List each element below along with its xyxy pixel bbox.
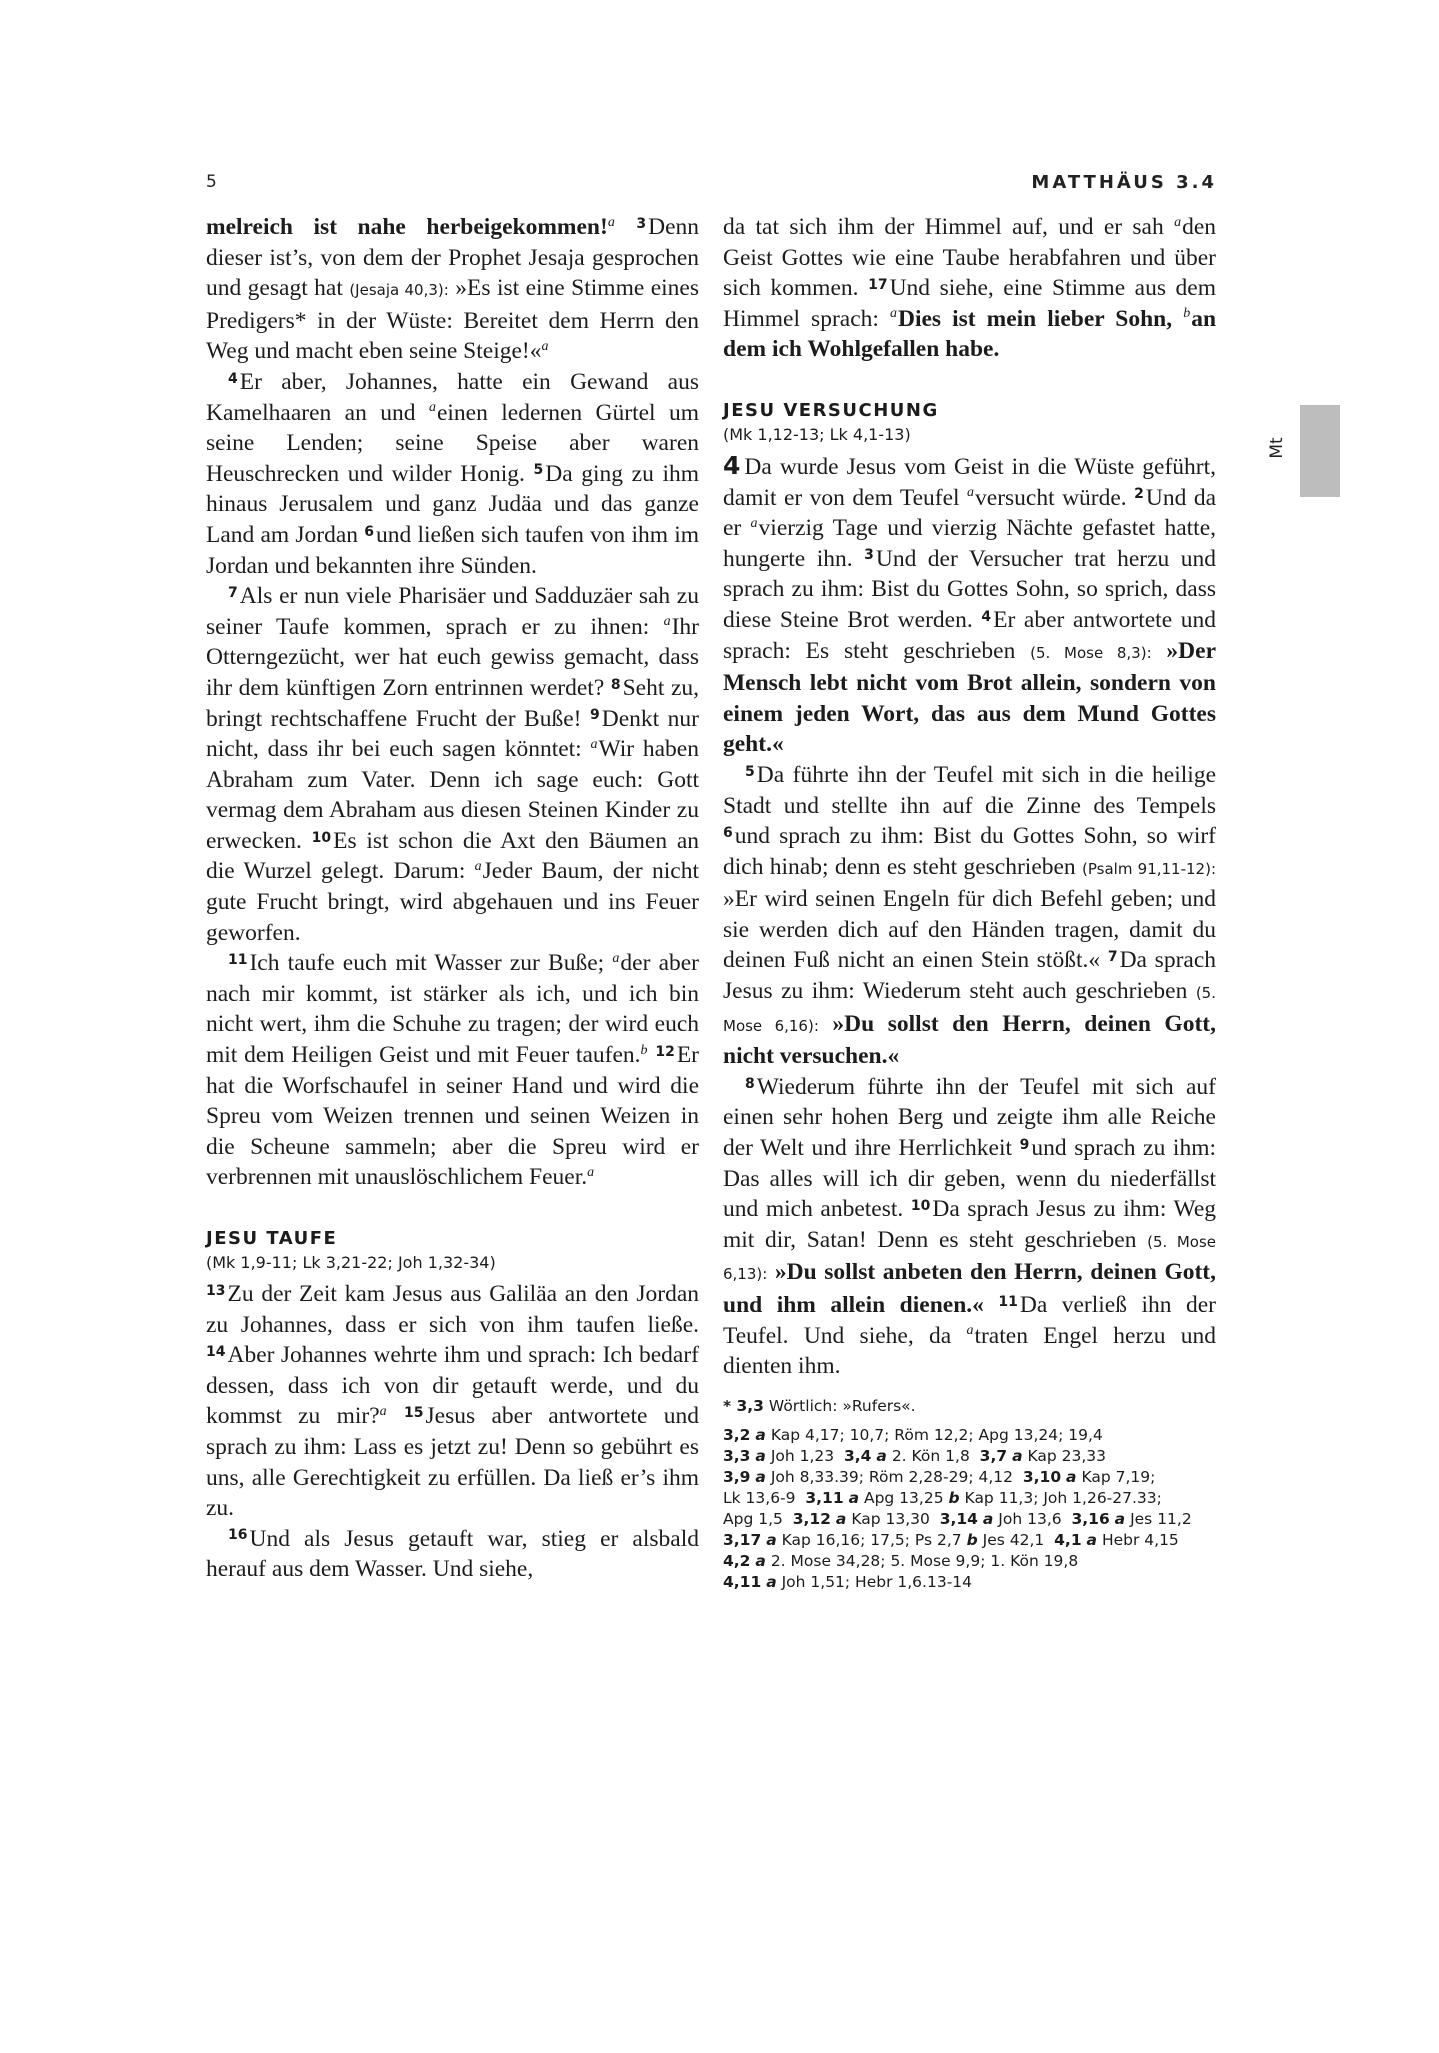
cross-reference: (Jesaja 40,3):	[349, 281, 449, 300]
book-tab-label: Mt	[1267, 437, 1287, 459]
verse-16: $^{16}$Und als Jesus getauft war, stieg er alsbald herauf aus dem Wasser. Und siehe,	[206, 1525, 699, 1583]
verse-5: $^5$Da führte ihn der Teufel mit sich in die heilige Stadt und stellte ihn auf die Zinne des Tempels $^6$und sprach zu ihm: Bist du Gottes Sohn, so wirf dich hinab; denn es steht geschrieben (Psalm 91,11-12): »Er wird seinen Engeln für dich Befehl geben; und sie werden dich auf den Händen tragen, damit du deinen Fuß nicht an einen Stein stößt.« $^7$Da sprach Jesus zu ihm: Wiederum steht auch geschrieben (5. Mose 6,16): »Du sollst den Herrn, deinen Gott, nicht versuchen.«	[723, 761, 1217, 1070]
book-thumb-tab	[1300, 405, 1340, 497]
verse-3-2-end: melreich ist nahe herbeigekommen!$^a$ $^3$Denn dieser ist’s, von dem der Prophet Jesaja gesprochen und gesagt hat (Jesaja 40,3): »Es ist eine Stimme eines Predigers* in der Wüste: Bereitet dem Herrn den Weg und macht eben seine Steige!«$^a$	[206, 214, 700, 365]
chapter-4-verse-1: 4 Da wurde Jesus vom Geist in die Wüste geführt, damit er von dem Teufel $^a$versucht würde. $^2$Und da er $^a$vierzig Tage und vierzig Nächte gefastet hatte, hungerte ihn. $^3$Und der Versucher trat herzu und sprach zu ihm: Bist du Gottes Sohn, so sprich, dass diese Steine Brot werden. $^4$Er aber antwortete und sprach: Es steht geschrieben (5. Mose 8,3): »Der Mensch lebt nicht vom Brot allein, sondern von einem jeden Wort, das aus dem Mund Gottes geht.«	[723, 450, 1217, 758]
section-heading-taufe: JESU TAUFE	[206, 1228, 338, 1249]
cross-reference: (5. Mose 6,16):	[723, 984, 1216, 1035]
parallel-references: (Mk 1,9-11; Lk 3,21-22; Joh 1,32-34)	[206, 1253, 496, 1272]
cross-reference: (5. Mose 8,3):	[1030, 643, 1152, 662]
right-column	[723, 212, 1216, 1593]
section-heading-versuchung: JESU VERSUCHUNG	[723, 399, 939, 421]
footnote-star: * 3,3 Wörtlich: »Rufers«.	[723, 1396, 916, 1415]
verse-8: $^8$Wiederum führte ihn der Teufel mit sich auf einen sehr hohen Berg und zeigte ihm alle Reiche der Welt und ihre Herrlichkeit $^9$und sprach zu ihm: Das alles will ich dir geben, wenn du niederfällst und mich anbetest. $^{10}$Da sprach Jesus zu ihm: Weg mit dir, Satan! Denn es steht geschrieben (5. Mose 6,13): »Du sollst anbeten den Herrn, deinen Gott, und ihm allein dienen.« $^{11}$Da verließ ihn der Teufel. Und siehe, da $^a$traten Engel herzu und dienten ihm.	[723, 1073, 1217, 1380]
running-head: MATTHÄUS 3.4	[1031, 172, 1217, 193]
cross-reference: (5. Mose 6,13):	[723, 1232, 1217, 1284]
footnotes	[723, 1396, 1216, 1593]
verse-7: $^7$Als er nun viele Pharisäer und Sadduzäer sah zu seiner Taufe kommen, sprach er zu ihnen: $^a$Ihr Otterngezücht, wer hat euch gewiss gemacht, dass ihr dem künftigen Zorn entrinnen werdet? $^8$Seht zu, bringt rechtschaffene Frucht der Buße! $^9$Denkt nur nicht, dass ihr bei euch sagen könntet: $^a$Wir haben Abraham zum Vater. Denn ich sage euch: Gott vermag dem Abraham aus diesen Steinen Kinder zu erwecken. $^{10}$Es ist schon die Axt den Bäumen an die Wurzel gelegt. Darum: $^a$Jeder Baum, der nicht gute Frucht bringt, wird abgehauen und ins Feuer geworfen.	[206, 583, 700, 946]
verse-4: $^4$Er aber, Johannes, hatte ein Gewand aus Kamelhaaren an und $^a$einen ledernen Gürtel um seine Lenden; seine Speise aber waren Heuschrecken und wilder Honig. $^5$Da ging zu ihm hinaus Jerusalem und ganz Judäa und das ganze Land am Jordan $^6$und ließen sich taufen von ihm im Jordan und bekannten ihre Sünden.	[206, 368, 700, 579]
cross-reference-notes: 3,2 a Kap 4,17; 10,7; Röm 12,2; Apg 13,24; 19,4 3,3 a Joh 1,23 3,4 a 2. Kön 1,8 3,7 a Kap 23,33 3,9 a Joh 8,33.39; Röm 2,28-29; 4,12 3,10 a Kap 7,19; Lk 13,6-9 3,11 a Apg 13,25 b Kap 11,3; Joh 1,26-27.33; Apg 1,5 3,12 a Kap 13,30 3,14 a Joh 13,6 3,16 a Jes 11,2 3,17 a Kap 16,16; 17,5; Ps 2,7 b Jes 42,1 4,1 a Hebr 4,15 4,2 a 2. Mose 34,28; 5. Mose 9,9; 1. Kön 19,8 4,11 a Joh 1,51; Hebr 1,6.13-14	[723, 1425, 1192, 1591]
left-column	[206, 212, 699, 1585]
verse-13: $^{13}$Zu der Zeit kam Jesus aus Galiläa an den Jordan zu Johannes, dass er sich von ihm taufen ließe. $^{14}$Aber Johannes wehrte ihm und sprach: Ich bedarf dessen, dass ich von dir getauft werde, und du kommst zu mir?$^a$ $^{15}$Jesus aber antwortete und sprach zu ihm: Lass es jetzt zu! Denn so gebührt es uns, alle Gerechtigkeit zu erfüllen. Da ließ er’s ihm zu.	[206, 1281, 700, 1522]
parallel-references: (Mk 1,12-13; Lk 4,1-13)	[723, 424, 911, 444]
cross-reference: (Psalm 91,11-12):	[1082, 859, 1216, 878]
chapter-number: 4	[723, 450, 741, 480]
verse-16-cont: da tat sich ihm der Himmel auf, und er sah $^a$den Geist Gottes wie eine Taube herabfahren und über sich kommen. $^{17}$Und siehe, eine Stimme aus dem Himmel sprach: $^a$Dies ist mein lieber Sohn, $^b$an dem ich Wohlgefallen habe.	[723, 214, 1217, 363]
verse-11: $^{11}$Ich taufe euch mit Wasser zur Buße; $^a$der aber nach mir kommt, ist stärker als ich, und ich bin nicht wert, ihm die Schuhe zu tragen; der wird euch mit dem Heiligen Geist und mit Feuer taufen.$^b$ $^{12}$Er hat die Worfschaufel in seiner Hand und wird die Spreu vom Weizen trennen und seinen Weizen in die Scheune sammeln; aber die Spreu wird er verbrennen mit unauslöschlichem Feuer.$^a$	[206, 950, 700, 1191]
page-number: 5	[206, 172, 217, 192]
